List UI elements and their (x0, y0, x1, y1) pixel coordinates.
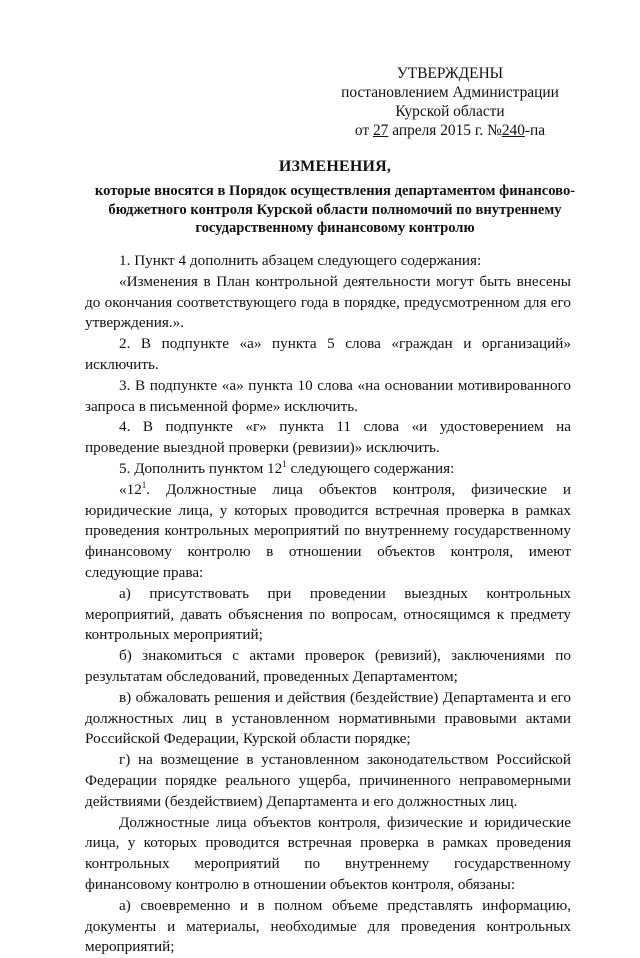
document-body (85, 251, 571, 958)
paragraph-2: «Изменения в План контрольной деятельности могут быть внесены до окончания соответствующего года в порядке, предусмотренном для его утверждения.». (85, 272, 571, 332)
paragraph-13: а) своевременно и в полном объеме представлять информацию, документы и материалы, необходимые для проведения контрольных мероприятий; (85, 896, 571, 956)
approval-number: 240 (501, 122, 525, 139)
paragraph-7-superscript: 1 (141, 479, 147, 490)
paragraph-7-start: «12 (119, 480, 142, 498)
approval-line-2: Курской области (395, 103, 505, 120)
paragraph-1: 1. Пункт 4 дополнить абзацем следующего содержания: (119, 252, 482, 269)
approval-day: 27 (372, 122, 389, 139)
approval-date-line (330, 121, 570, 140)
document-heading (85, 158, 585, 238)
paragraph-12: Должностные лица объектов контроля, физические и юридические лица, у которых проводится встречная проверка в рамках проведения контрольных мероприятий по внутреннему государственному финансовому контролю в отношении объектов контроля, обязаны: (85, 813, 571, 893)
paragraph-9: б) знакомиться с актами проверок (ревизий), заключениями по результатам обследований, проведенных Департаментом; (85, 647, 571, 685)
document-title: ИЗМЕНЕНИЯ, (278, 158, 392, 175)
approval-line-1: постановлением Администрации (341, 84, 559, 101)
approval-date-middle: апреля 2015 г. № (392, 122, 502, 139)
approval-title: УТВЕРЖДЕНЫ (396, 65, 504, 82)
paragraph-4: 3. В подпункте «а» пункта 10 слова «на основании мотивированного запроса в письменной форме» исключить. (85, 376, 571, 415)
paragraph-7 (85, 480, 571, 584)
paragraph-6 (85, 459, 571, 480)
paragraph-10: в) обжаловать решения и действия (бездействие) Департамента и его должностных лиц в установленном нормативными правовыми актами Российской Федерации, Курской области порядке; (85, 688, 571, 748)
approval-date-prefix: от (354, 122, 370, 139)
document-subtitle: которые вносятся в Порядок осуществления департаментом финансово-бюджетного контроля Курской области полномочий по внутреннему государственному финансовому контролю (94, 183, 576, 237)
paragraph-6-end: следующего содержания: (286, 459, 455, 477)
approval-number-suffix: -па (524, 122, 546, 139)
paragraph-6-superscript: 1 (282, 458, 287, 469)
paragraph-11: г) на возмещение в установленном законодательством Российской Федерации порядке реального ущерба, причиненного неправомерными действиями (бездействием) Департамента и его должностных лиц. (85, 751, 571, 810)
paragraph-6-start: 5. Дополнить пунктом 12 (119, 459, 283, 477)
paragraph-5: 4. В подпункте «г» пункта 11 слова «и удостоверением на проведение выездной проверки (ревизии)» исключить. (85, 418, 571, 457)
paragraph-7-end: . Должностные лица объектов контроля, физические и юридические лица, у которых проводится встречная проверка в рамках проведения контрольных мероприятий по внутреннему государственному финансовому контролю в отношении объектов контроля, имеют следующие права: (85, 480, 571, 581)
paragraph-3: 2. В подпункте «а» пункта 5 слова «граждан и организаций» исключить. (85, 335, 571, 373)
approval-stamp (330, 64, 570, 140)
paragraph-8: а) присутствовать при проведении выездных контрольных мероприятий, давать объяснения по вопросам, относящимся к предмету контрольных мероприятий; (85, 584, 571, 644)
